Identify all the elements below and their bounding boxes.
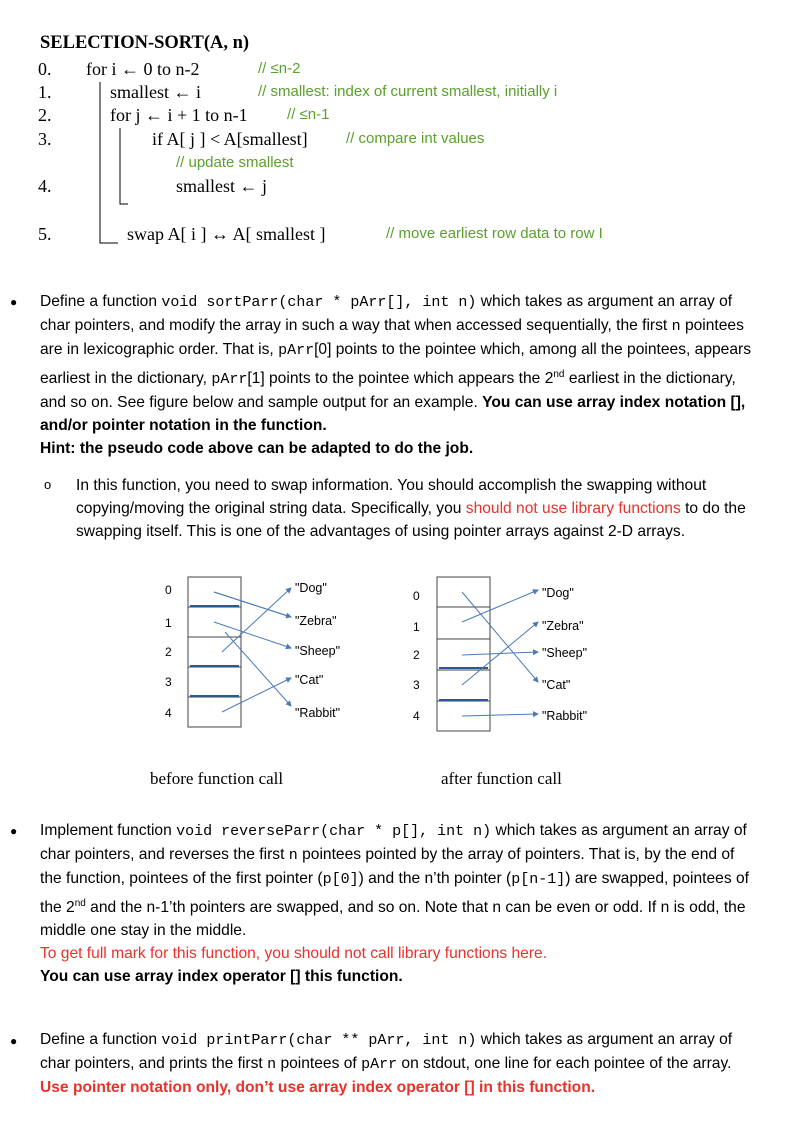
code-comment: // update smallest [176, 154, 294, 171]
caption-before: before function call [150, 769, 284, 788]
line-number: 3. [38, 129, 52, 149]
line-number: 0. [38, 59, 52, 79]
code: p[0] [322, 871, 359, 889]
red-text: Use pointer notation only, don’t use array index operator [] in this function. [40, 1079, 596, 1097]
code-comment: // ≤n-2 [258, 60, 301, 77]
sortparr-sub-description [76, 474, 760, 544]
text: pointees of [276, 1055, 362, 1073]
bold-text: You can use array index operator [] this function. [40, 968, 403, 986]
string-pointee: "Rabbit" [295, 706, 341, 720]
array-index: 2 [413, 648, 420, 662]
text: Define a function [40, 293, 162, 310]
array-index: 3 [165, 675, 172, 689]
reverseparr-description [40, 819, 760, 989]
code-comment: // smallest: index of current smallest, initially i [258, 83, 558, 100]
array-index: 1 [165, 616, 172, 630]
code-text: if A[ j ] < A[smallest] [152, 129, 308, 149]
array-index: 0 [165, 583, 172, 597]
code: p[n-1] [511, 871, 566, 889]
array-index: 4 [413, 709, 420, 723]
code: void reverseParr(char * p[], int n) [176, 823, 492, 840]
line-number: 1. [38, 82, 52, 102]
loop-brackets [0, 0, 798, 260]
pointer-arrows [0, 560, 798, 740]
text: ) and the n’th pointer ( [358, 870, 512, 888]
code-text: smallest ← i [110, 82, 201, 102]
code: n [288, 847, 298, 865]
code-comment: // move earliest row data to row I [386, 225, 603, 242]
code: void printParr(char ** pArr, int n) [161, 1032, 477, 1049]
superscript: nd [74, 897, 86, 909]
red-text: should not use library functions [465, 500, 681, 518]
pseudocode-title: SELECTION-SORT(A, n) [40, 33, 250, 53]
code-text: swap A[ i ] ↔ A[ smallest ] [127, 224, 326, 244]
line-number: 5. [38, 224, 52, 244]
text: and the n-1’th pointers are swapped, and so on. Note that n can be even or odd. If n is odd, the middle one stay in the middle. [40, 898, 746, 939]
text: ) are swapped, pointees of the 2 [40, 870, 749, 916]
text: [0] points to the pointee which, among all the pointees, appears earliest in the dictionary, [40, 341, 752, 387]
text: Implement function [40, 822, 177, 839]
code-text: for j ← i + 1 to n-1 [110, 105, 248, 125]
string-pointee: "Dog" [295, 581, 327, 595]
printparr-description [40, 1028, 760, 1100]
string-pointee: "Sheep" [542, 646, 588, 660]
code: void sortParr(char * pArr[], int n) [161, 294, 477, 311]
line-number: 2. [38, 105, 52, 125]
hint-text: Hint: the pseudo code above can be adapted to do the job. [40, 440, 474, 458]
sub-bullet-icon: o [44, 477, 52, 492]
code-comment: // compare int values [346, 130, 485, 147]
bold-text: You can use array index notation [], and/or pointer notation in the function. [40, 394, 746, 435]
string-pointee: "Sheep" [295, 644, 341, 658]
array-index: 0 [413, 589, 420, 603]
array-index: 4 [165, 706, 172, 720]
code: pArr [278, 342, 315, 360]
text: pointees are in lexicographic order. That is, [40, 317, 744, 359]
code-text: smallest ← j [176, 176, 267, 196]
text: which takes as argument an array of char pointers, and modify the array in such a way that when accessed sequentially, the first [40, 293, 733, 335]
line-number: 4. [38, 176, 52, 196]
text: pointees pointed by the array of pointers. That is, by the end of the function, pointees of the first pointer ( [40, 846, 735, 888]
string-pointee: "Dog" [542, 586, 574, 600]
text: Define a function [40, 1031, 162, 1048]
text: which takes as argument an array of char pointers, and reverses the first [40, 822, 747, 864]
text: to do the swapping itself. This is one of the advantages of using pointer arrays against 2-D arrays. [76, 500, 746, 541]
red-text: To get full mark for this function, you should not call library functions here. [40, 945, 548, 963]
code-comment: // ≤n-1 [287, 106, 330, 123]
sortparr-description [40, 290, 760, 461]
string-pointee: "Zebra" [295, 614, 337, 628]
code: n [671, 318, 681, 336]
string-pointee: "Cat" [295, 673, 324, 687]
code: n [267, 1056, 277, 1074]
string-pointee: "Zebra" [542, 619, 584, 633]
array-index: 2 [165, 645, 172, 659]
bullet-icon: ● [10, 295, 18, 309]
code: pArr [361, 1056, 398, 1074]
text: In this function, you need to swap information. You should accomplish the swapping without copying/moving the original string data. Specifically, you [76, 477, 707, 518]
bullet-icon: ● [10, 824, 18, 838]
string-pointee: "Cat" [542, 678, 571, 692]
bullet-icon: ● [10, 1034, 18, 1048]
array-index: 1 [413, 620, 420, 634]
text: earliest in the dictionary, and so on. See figure below and sample output for an example. [40, 369, 736, 411]
caption-after: after function call [441, 769, 562, 788]
text: which takes as argument an array of char pointers, and prints the first [40, 1031, 733, 1073]
string-pointee: "Rabbit" [542, 709, 588, 723]
array-index: 3 [413, 678, 420, 692]
superscript: nd [553, 368, 565, 380]
code-text: for i ← 0 to n-2 [86, 59, 200, 79]
text: on stdout, one line for each pointee of the array. [397, 1055, 732, 1073]
code: pArr [211, 370, 248, 388]
text: [1] points to the pointee which appears the 2 [247, 369, 554, 387]
